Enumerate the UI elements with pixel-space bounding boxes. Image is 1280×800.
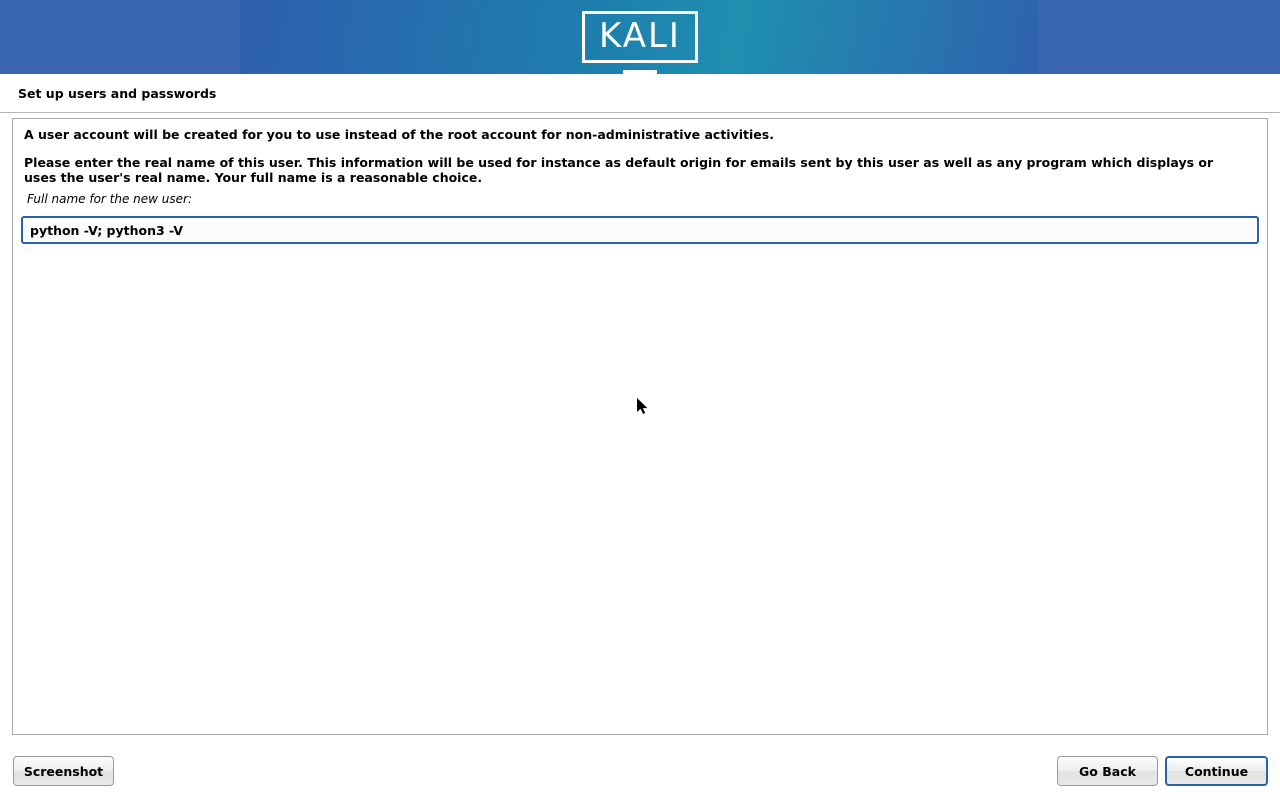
continue-button-label: Continue bbox=[1184, 763, 1249, 779]
continue-button[interactable] bbox=[1165, 756, 1268, 786]
kali-banner bbox=[0, 0, 1280, 74]
fullname-input[interactable] bbox=[21, 216, 1259, 244]
page-title-bar bbox=[0, 74, 1280, 113]
instructions-paragraph: Please enter the real name of this user. This information will be used for instance as default origin for emails sent by this user as well as any program which displays or uses the user's real name. Your full name is a reasonable choice. bbox=[24, 155, 1214, 185]
fullname-field-label: Full name for the new user: bbox=[27, 192, 193, 206]
go-back-button-label: Go Back bbox=[1079, 763, 1136, 779]
screenshot-button[interactable] bbox=[13, 756, 114, 786]
intro-paragraph: A user account will be created for you to use instead of the root account for non-administrative activities. bbox=[24, 127, 774, 142]
banner-notch bbox=[623, 70, 657, 74]
kali-logo: KALI bbox=[582, 11, 698, 63]
go-back-button[interactable] bbox=[1057, 756, 1158, 786]
page-title: Set up users and passwords bbox=[18, 85, 217, 101]
screenshot-button-label: Screenshot bbox=[23, 763, 104, 779]
content-panel bbox=[12, 118, 1268, 735]
